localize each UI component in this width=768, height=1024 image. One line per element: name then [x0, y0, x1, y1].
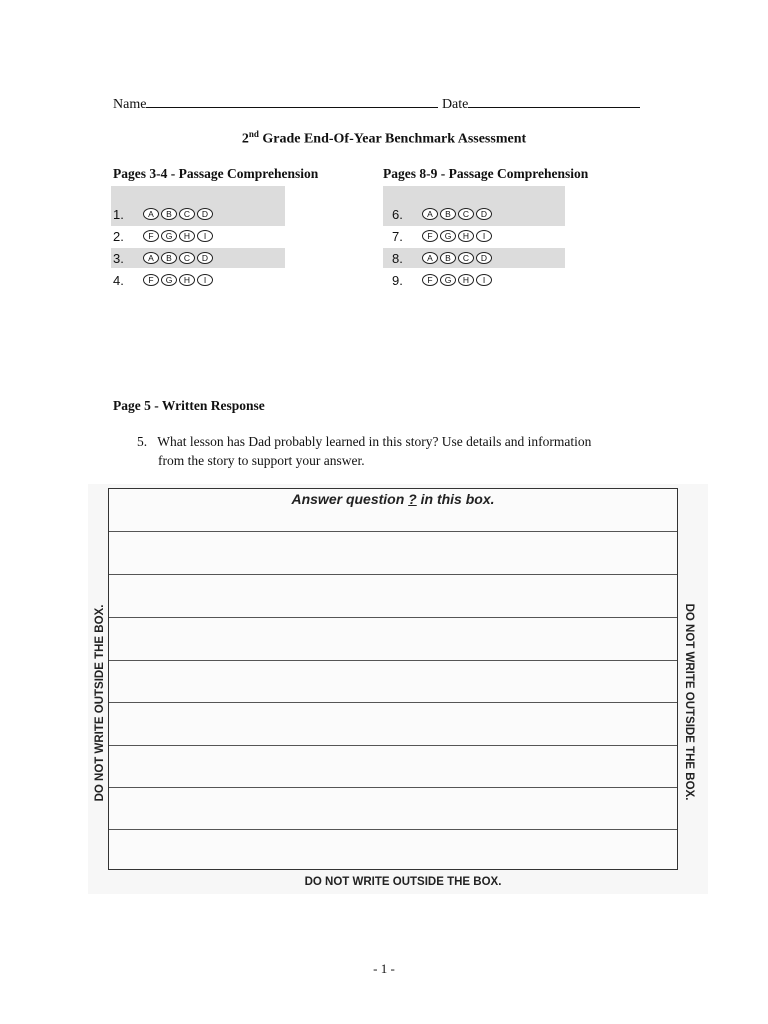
- question-row: 8. A B C D: [392, 248, 494, 268]
- answer-bubble[interactable]: B: [440, 252, 456, 264]
- answer-box[interactable]: [108, 488, 678, 870]
- question-row: 7. F G H I: [392, 226, 494, 246]
- answer-box-header: Answer question ? in this box.: [291, 491, 495, 507]
- writing-line: [109, 745, 677, 746]
- side-warning-left: DO NOT WRITE OUTSIDE THE BOX.: [94, 604, 106, 802]
- writing-line: [109, 531, 677, 532]
- answer-bubble[interactable]: D: [197, 208, 213, 220]
- prompt-line-2: from the story to support your answer.: [158, 453, 365, 468]
- answer-bubble[interactable]: C: [458, 252, 474, 264]
- question-row: 3. A B C D: [113, 248, 215, 268]
- answer-bubble[interactable]: H: [458, 274, 474, 286]
- question-row: 2. F G H I: [113, 226, 215, 246]
- answer-bubble[interactable]: B: [440, 208, 456, 220]
- writing-line: [109, 829, 677, 830]
- answer-bubble[interactable]: G: [440, 230, 456, 242]
- writing-line: [109, 617, 677, 618]
- writing-line: [109, 660, 677, 661]
- answer-bubble[interactable]: A: [422, 252, 438, 264]
- question-row: 9. F G H I: [392, 270, 494, 290]
- answer-bubble[interactable]: H: [458, 230, 474, 242]
- answer-bubble[interactable]: B: [161, 252, 177, 264]
- side-warning-right: DO NOT WRITE OUTSIDE THE BOX.: [683, 603, 695, 801]
- answer-bubble[interactable]: A: [143, 208, 159, 220]
- date-field[interactable]: [468, 94, 640, 108]
- answer-bubble[interactable]: C: [179, 252, 195, 264]
- question-row: 4. F G H I: [113, 270, 215, 290]
- answer-bubble[interactable]: G: [161, 230, 177, 242]
- answer-bubble[interactable]: F: [422, 274, 438, 286]
- question-5-prompt: [137, 432, 591, 470]
- prompt-line-1: What lesson has Dad probably learned in this story? Use details and information: [157, 434, 592, 449]
- answer-bubble[interactable]: F: [143, 230, 159, 242]
- answer-bubble[interactable]: I: [197, 274, 213, 286]
- answer-bubble[interactable]: D: [197, 252, 213, 264]
- answer-bubble[interactable]: G: [161, 274, 177, 286]
- date-label: Date: [441, 97, 469, 112]
- name-label: Name: [113, 97, 147, 112]
- answer-bubble[interactable]: D: [476, 208, 492, 220]
- name-field[interactable]: [146, 94, 438, 108]
- page-number: - 1 -: [373, 961, 395, 976]
- answer-bubble[interactable]: D: [476, 252, 492, 264]
- answer-bubble[interactable]: A: [143, 252, 159, 264]
- answer-bubble[interactable]: I: [197, 230, 213, 242]
- writing-line: [109, 702, 677, 703]
- page-title: 2nd Grade End-Of-Year Benchmark Assessment: [241, 129, 527, 147]
- answer-bubble[interactable]: F: [143, 274, 159, 286]
- left-section-heading: Pages 3-4 - Passage Comprehension: [113, 166, 319, 181]
- answer-bubble[interactable]: I: [476, 230, 492, 242]
- answer-bubble[interactable]: G: [440, 274, 456, 286]
- answer-bubble[interactable]: H: [179, 274, 195, 286]
- answer-bubble[interactable]: A: [422, 208, 438, 220]
- right-section-heading: Pages 8-9 - Passage Comprehension: [383, 166, 589, 181]
- name-date-line: [113, 94, 640, 113]
- question-row: 1. A B C D: [113, 204, 215, 224]
- written-response-heading: Page 5 - Written Response: [113, 398, 265, 413]
- answer-bubble[interactable]: B: [161, 208, 177, 220]
- writing-line: [109, 574, 677, 575]
- answer-bubble[interactable]: I: [476, 274, 492, 286]
- bottom-warning: DO NOT WRITE OUTSIDE THE BOX.: [304, 876, 502, 888]
- question-row: 6. A B C D: [392, 204, 494, 224]
- answer-bubble[interactable]: C: [458, 208, 474, 220]
- answer-bubble[interactable]: C: [179, 208, 195, 220]
- answer-bubble[interactable]: H: [179, 230, 195, 242]
- answer-bubble[interactable]: F: [422, 230, 438, 242]
- writing-line: [109, 787, 677, 788]
- question-number: 5.: [137, 434, 148, 449]
